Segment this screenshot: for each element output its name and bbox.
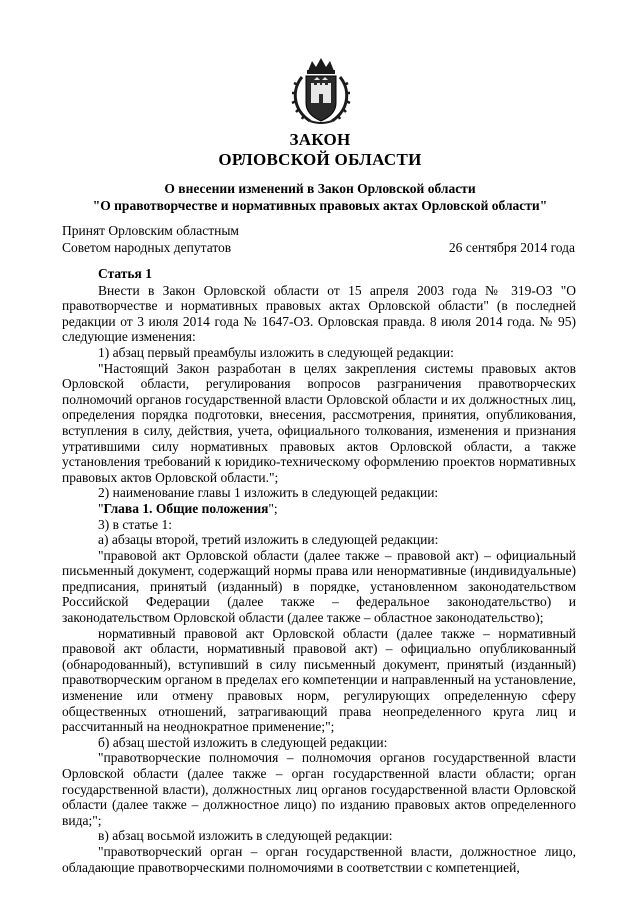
- amendment-item-3a-paragraph1: "правовой акт Орловской области (далее также – правовой акт) – официальный письменный документ, содержащий нормы права или ненормативные (индивидуальные) предписания, принятый (изданный) в порядке, установленном законодательством Российской Федерации (далее также – федеральное законодательство) и законодательством Орловской области (далее также – областное законодательство);: [62, 547, 576, 626]
- law-subject-line1: О внесении изменений в Закон Орловской области: [164, 181, 476, 196]
- amendment-item-3c-text: "правотворческий орган – орган государственной власти, должностное лицо, обладающие правотворческими полномочиями в соответствии с компетенцией,: [62, 843, 576, 875]
- adoption-line1: Принят Орловским областным: [62, 223, 239, 238]
- amendment-item-3b: б) абзац шестой изложить в следующей редакции:: [98, 734, 388, 750]
- amendment-item-3a: а) абзацы второй, третий изложить в следующей редакции:: [98, 532, 439, 548]
- amendment-item-3b-text: "правотворческие полномочия – полномочия органов государственной власти Орловской области (далее также – орган государственной власти области; орган государственной власти), должностных лиц органов государственной власти Орловской области (далее также – должностное лицо) по изданию правовых актов определенного вида;";: [62, 750, 576, 828]
- amendment-item-3: 3) в статье 1:: [98, 516, 172, 532]
- amendment-item-1-text: "Настоящий Закон разработан в целях закрепления системы правовых актов Орловской области, регулирования вопросов разграничения правотворческих полномочий органов государственной власти Орловской области и их должностных лиц, определения порядка подготовки, внесения, рассмотрения, принятия, опубликования, вступления в силу, действия, учета, официального толкования, изменения и признания утратившими силу нормативных правовых актов Орловской области, а также установления требований к юридико-техническому оформлению проектов нормативных правовых актов Орловской области.";: [62, 360, 576, 485]
- amendment-item-2-text: "Глава 1. Общие положения";: [98, 500, 278, 516]
- law-body: [62, 266, 576, 875]
- adoption-date: 26 сентября 2014 года: [448, 240, 575, 255]
- article-heading: Статья 1: [98, 266, 152, 281]
- region-title: ОРЛОВСКОЙ ОБЛАСТИ: [218, 150, 422, 169]
- law-title: ЗАКОН: [289, 130, 351, 149]
- article-intro: Внести в Закон Орловской области от 15 апреля 2003 года № 319-ОЗ "О правотворчестве и нормативных правовых актах Орловской области" (в последней редакции от 3 июля 2014 года № 1647-ОЗ. Орловская правда. 8 июля 2014 года. № 95) следующие изменения:: [62, 282, 576, 345]
- coat-of-arms: [290, 57, 352, 125]
- amendment-item-1: 1) абзац первый преамбулы изложить в следующей редакции:: [98, 344, 454, 360]
- amendment-item-2: 2) наименование главы 1 изложить в следующей редакции:: [98, 485, 439, 501]
- law-subject-line2: "О правотворчестве и нормативных правовых актах Орловской области": [92, 198, 548, 213]
- amendment-item-3c: в) абзац восьмой изложить в следующей редакции:: [98, 828, 393, 844]
- chapter-title: Глава 1. Общие положения: [103, 500, 269, 516]
- adoption-line2: Советом народных депутатов: [62, 240, 232, 255]
- coat-of-arms-icon: [290, 57, 352, 125]
- amendment-item-3a-paragraph2: нормативный правовой акт Орловской области (далее также – нормативный правовой акт области, нормативный правовой акт) – официально опубликованный (обнародованный), вступивший в силу письменный документ, принятый (изданный) правотворческим органом в пределах его компетенции и направленный на установление, изменение или отмену правовых норм, регулирующих определенную сферу общественных отношений, затрагивающий права неопределенного круга лиц и рассчитанный на неоднократное применение;";: [62, 625, 576, 735]
